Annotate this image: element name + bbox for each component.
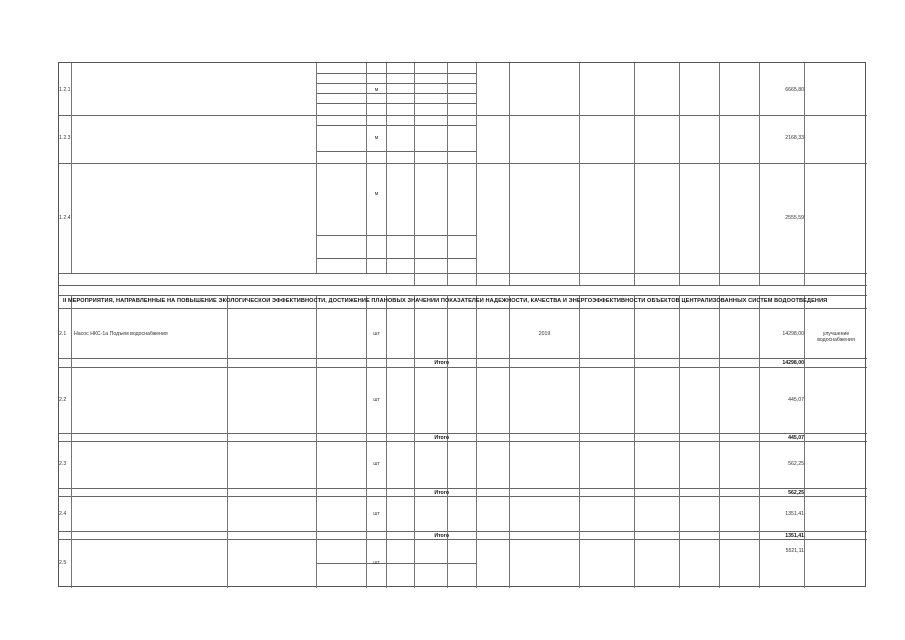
row-number: 2.1 bbox=[59, 331, 67, 337]
row-rule bbox=[59, 285, 867, 286]
col-rule bbox=[316, 295, 317, 588]
subtotal-label: Итого bbox=[434, 360, 449, 366]
total-cost-cell: 5521,11 bbox=[785, 548, 804, 554]
col-rule bbox=[227, 295, 228, 588]
col-rule bbox=[679, 295, 680, 588]
subtotal-total: 562,25 bbox=[788, 490, 804, 496]
col-rule bbox=[447, 63, 448, 285]
col-rule bbox=[719, 295, 720, 588]
unit-cell: м bbox=[374, 191, 379, 197]
col-rule bbox=[476, 295, 477, 588]
sub-row-rule bbox=[316, 93, 476, 94]
col-rule bbox=[759, 295, 760, 588]
col-rule bbox=[366, 63, 367, 273]
col-rule bbox=[316, 63, 317, 273]
row-rule bbox=[59, 115, 867, 116]
subtotal-label: Итого bbox=[434, 435, 449, 441]
section-2-heading: II МЕРОПРИЯТИЯ, НАПРАВЛЕННЫЕ НА ПОВЫШЕНИЕ ЭКОЛОГИЧЕСКОЙ ЭФФЕКТИВНОСТИ, ДОСТИЖЕНИЕ ПЛАНОВЫХ ЗНАЧЕНИЙ ПОКАЗАТЕЛЕЙ НАДЕЖНОСТИ, КАЧЕСТВА И ЭНЕРГОЭФФЕКТИВНОСТИ ОБЪЕКТОВ ЦЕНТРАЛИЗОВАННЫХ СИСТЕМ ВОДООТВЕДЕНИЯ bbox=[63, 298, 828, 304]
sub-row-rule bbox=[316, 103, 476, 104]
year-cell: 2019 bbox=[538, 331, 551, 337]
col-rule bbox=[634, 63, 635, 285]
unit-cell: шт bbox=[373, 397, 380, 403]
total-cost-cell: 2168,33 bbox=[785, 135, 804, 141]
col-rule bbox=[386, 63, 387, 273]
row-number: 1.2.1 bbox=[59, 87, 71, 93]
col-rule bbox=[366, 295, 367, 588]
row-rule bbox=[59, 308, 867, 309]
total-cost-cell: 445,07 bbox=[788, 397, 804, 403]
row-rule bbox=[59, 531, 867, 532]
unit-cell: шт bbox=[373, 331, 380, 337]
row-number: 2.4 bbox=[59, 511, 67, 517]
col-rule bbox=[386, 295, 387, 588]
subtotal-total: 445,07 bbox=[788, 435, 804, 441]
total-cost-cell: 1351,41 bbox=[785, 511, 804, 517]
sub-row-rule bbox=[316, 151, 476, 152]
row-rule bbox=[59, 488, 867, 489]
row-rule bbox=[59, 496, 867, 497]
row-rule bbox=[59, 441, 867, 442]
row-number: 2.3 bbox=[59, 461, 67, 467]
row-rule bbox=[59, 358, 867, 359]
col-rule bbox=[579, 63, 580, 285]
unit-cell: шт bbox=[373, 511, 380, 517]
investment-program-table bbox=[58, 62, 866, 587]
col-rule bbox=[509, 295, 510, 588]
unit-cell: м bbox=[374, 135, 379, 141]
row-rule bbox=[59, 539, 867, 540]
row-number: 2.2 bbox=[59, 397, 67, 403]
total-cost-cell: 6665,80 bbox=[785, 87, 804, 93]
unit-cell: шт bbox=[373, 560, 380, 566]
row-rule bbox=[59, 295, 867, 296]
col-rule bbox=[476, 63, 477, 285]
col-rule bbox=[509, 63, 510, 285]
col-rule bbox=[414, 63, 415, 285]
col-rule bbox=[71, 63, 72, 273]
total-cost-cell: 562,25 bbox=[788, 461, 804, 467]
col-rule bbox=[71, 295, 72, 588]
col-rule bbox=[634, 295, 635, 588]
row-rule bbox=[59, 367, 867, 368]
unit-cell: м bbox=[374, 87, 379, 93]
row-rule bbox=[59, 163, 867, 164]
sub-row-rule bbox=[316, 83, 476, 84]
subtotal-label: Итого bbox=[434, 533, 449, 539]
col-rule bbox=[719, 63, 720, 285]
total-cost-cell: 2555,59 bbox=[785, 215, 804, 221]
subtotal-total: 14298,00 bbox=[782, 360, 804, 366]
total-cost-cell: 14298,00 bbox=[782, 331, 804, 337]
sub-row-rule bbox=[316, 258, 476, 259]
description-cell: Насос НКС-1а Подъем водоснабжения bbox=[74, 331, 168, 337]
subtotal-total: 1351,41 bbox=[785, 533, 804, 539]
row-rule bbox=[59, 273, 867, 274]
row-number: 2.5 bbox=[59, 560, 67, 566]
row-number: 1.2.4 bbox=[59, 215, 71, 221]
sub-row-rule bbox=[316, 125, 476, 126]
subtotal-label: Итого bbox=[434, 490, 449, 496]
row-rule bbox=[59, 433, 867, 434]
sub-row-rule bbox=[316, 235, 476, 236]
col-rule bbox=[804, 295, 805, 588]
col-rule bbox=[679, 63, 680, 285]
sub-row-rule bbox=[316, 563, 476, 564]
row-number: 1.2.3 bbox=[59, 135, 71, 141]
col-rule bbox=[447, 295, 448, 588]
result-cell: улучшение водоснабжения bbox=[817, 331, 855, 343]
col-rule bbox=[759, 63, 760, 285]
unit-cell: шт bbox=[373, 461, 380, 467]
sub-row-rule bbox=[316, 73, 476, 74]
col-rule bbox=[804, 63, 805, 285]
col-rule bbox=[414, 295, 415, 588]
col-rule bbox=[579, 295, 580, 588]
